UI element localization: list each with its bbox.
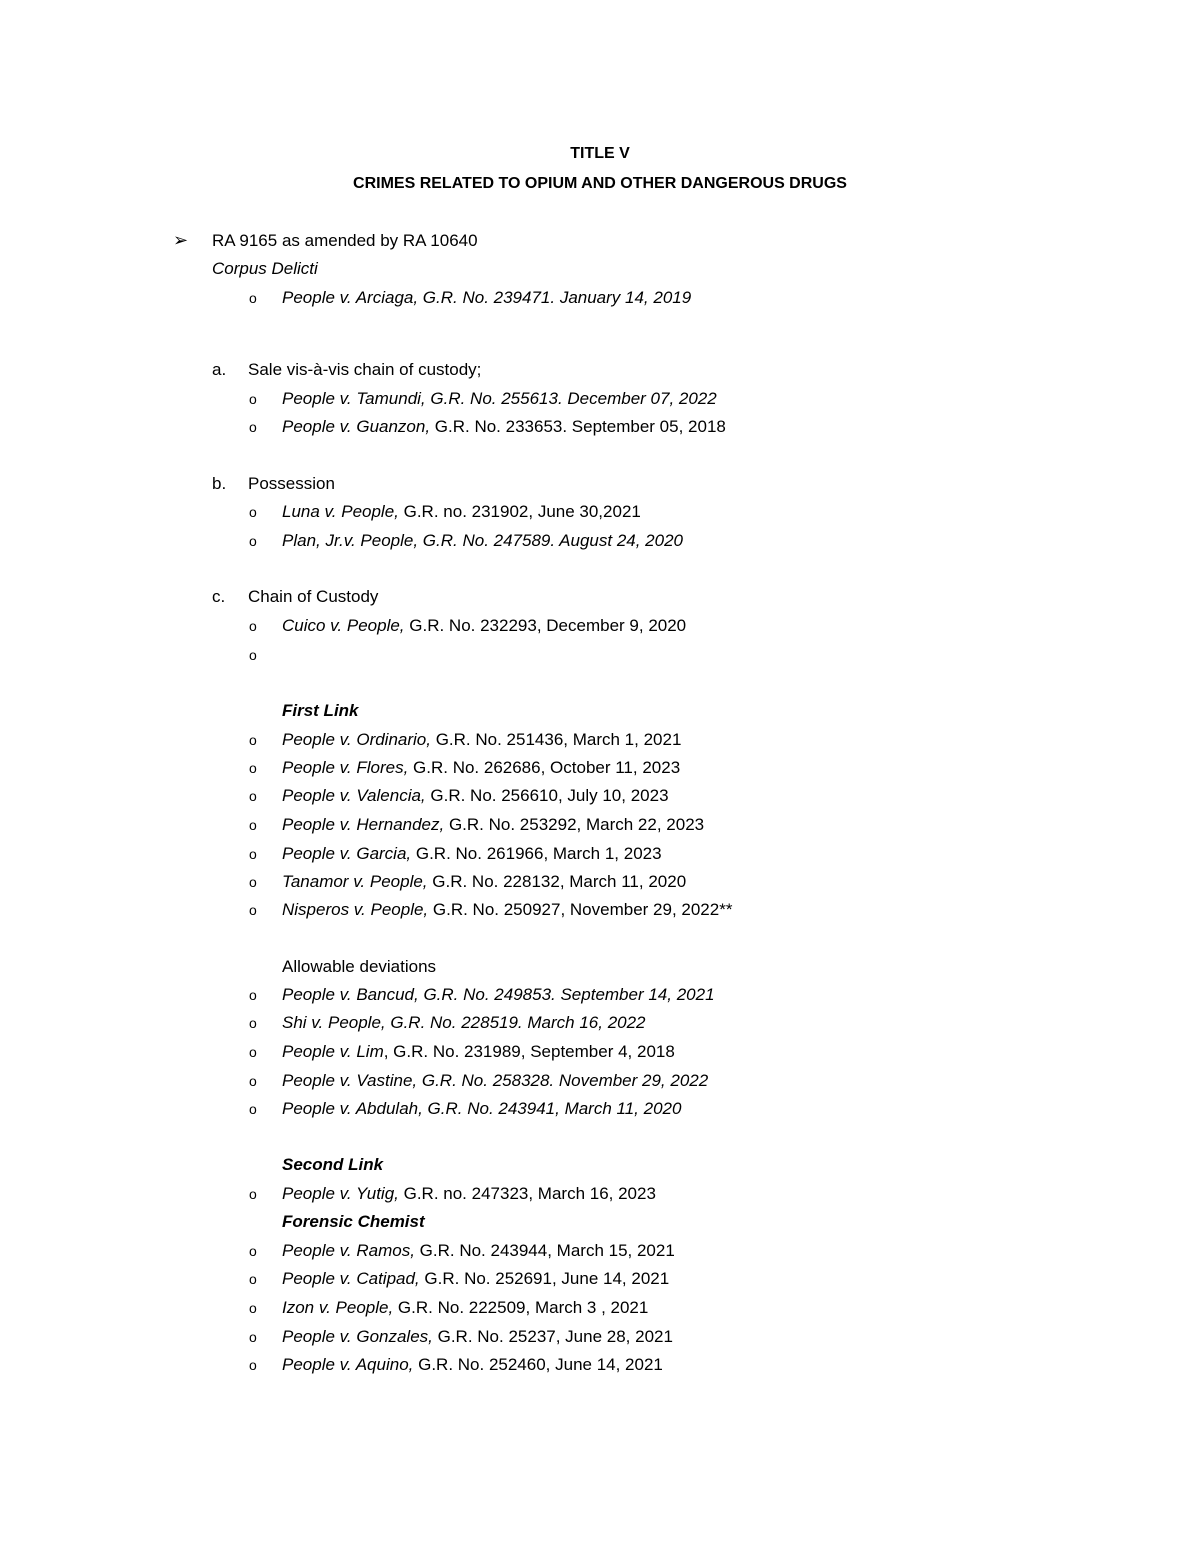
allowable-deviations-heading: Allowable deviations xyxy=(282,957,437,976)
bullet-icon: o xyxy=(249,533,257,549)
case-citation: People v. Gonzales, G.R. No. 25237, June 28, 2021 xyxy=(282,1327,673,1346)
case-citation: People v. Garcia, G.R. No. 261966, March 1, 2023 xyxy=(282,844,662,863)
case-citation: People v. Arciaga, G.R. No. 239471. January 14, 2019 xyxy=(282,288,692,307)
bullet-icon: o xyxy=(249,1357,257,1373)
bullet-icon: o xyxy=(249,1101,257,1117)
case-citation: Luna v. People, G.R. no. 231902, June 30,2021 xyxy=(282,502,641,521)
page-subtitle: CRIMES RELATED TO OPIUM AND OTHER DANGEROUS DRUGS xyxy=(353,175,847,192)
case-citation: Plan, Jr.v. People, G.R. No. 247589. August 24, 2020 xyxy=(282,531,684,550)
bullet-icon: o xyxy=(249,902,257,918)
case-citation: People v. Bancud, G.R. No. 249853. September 14, 2021 xyxy=(282,985,715,1004)
bullet-icon: o xyxy=(249,817,257,833)
bullet-icon: o xyxy=(249,618,257,634)
section-heading-chain-of-custody: Chain of Custody xyxy=(248,587,379,606)
arrow-bullet-icon: ➢ xyxy=(173,230,189,250)
case-citation: People v. Abdulah, G.R. No. 243941, March 11, 2020 xyxy=(282,1099,682,1118)
case-citation: People v. Tamundi, G.R. No. 255613. December 07, 2022 xyxy=(282,389,717,408)
case-citation: People v. Lim, G.R. No. 231989, September 4, 2018 xyxy=(282,1042,675,1061)
section-letter: b. xyxy=(212,474,227,493)
bullet-icon-empty: o xyxy=(249,647,257,663)
bullet-icon: o xyxy=(249,504,257,520)
ra-heading: RA 9165 as amended by RA 10640 xyxy=(212,231,478,250)
case-citation: People v. Hernandez, G.R. No. 253292, March 22, 2023 xyxy=(282,815,705,834)
bullet-icon: o xyxy=(249,1186,257,1202)
bullet-icon: o xyxy=(249,1271,257,1287)
case-citation: People v. Ramos, G.R. No. 243944, March 15, 2021 xyxy=(282,1241,675,1260)
bullet-icon: o xyxy=(249,874,257,890)
bullet-icon: o xyxy=(249,1044,257,1060)
bullet-icon: o xyxy=(249,760,257,776)
case-citation: People v. Guanzon, G.R. No. 233653. September 05, 2018 xyxy=(282,417,726,436)
bullet-icon: o xyxy=(249,1300,257,1316)
bullet-icon: o xyxy=(249,1329,257,1345)
corpus-delicti-heading: Corpus Delicti xyxy=(212,259,318,278)
bullet-icon: o xyxy=(249,391,257,407)
bullet-icon: o xyxy=(249,732,257,748)
second-link-heading: Second Link xyxy=(282,1155,384,1174)
section-letter: a. xyxy=(212,360,227,379)
case-citation: People v. Aquino, G.R. No. 252460, June 14, 2021 xyxy=(282,1355,663,1374)
case-citation: Izon v. People, G.R. No. 222509, March 3 , 2021 xyxy=(282,1298,649,1317)
case-citation: People v. Vastine, G.R. No. 258328. November 29, 2022 xyxy=(282,1071,709,1090)
bullet-icon: o xyxy=(249,1243,257,1259)
section-letter: c. xyxy=(212,587,226,606)
bullet-icon: o xyxy=(249,987,257,1003)
case-citation: People v. Yutig, G.R. no. 247323, March 16, 2023 xyxy=(282,1184,656,1203)
case-citation: People v. Flores, G.R. No. 262686, October 11, 2023 xyxy=(282,758,681,777)
case-citation: Cuico v. People, G.R. No. 232293, December 9, 2020 xyxy=(282,616,687,635)
bullet-icon: o xyxy=(249,788,257,804)
forensic-chemist-heading: Forensic Chemist xyxy=(282,1212,425,1231)
bullet-icon: o xyxy=(249,1015,257,1031)
bullet-icon: o xyxy=(249,290,257,306)
section-heading-sale: Sale vis-à-vis chain of custody; xyxy=(248,360,482,379)
case-citation: Nisperos v. People, G.R. No. 250927, November 29, 2022** xyxy=(282,900,733,919)
case-citation: People v. Catipad, G.R. No. 252691, June 14, 2021 xyxy=(282,1269,670,1288)
case-citation: Shi v. People, G.R. No. 228519. March 16, 2022 xyxy=(282,1013,646,1032)
bullet-icon: o xyxy=(249,846,257,862)
page-title: TITLE V xyxy=(570,145,630,162)
section-heading-possession: Possession xyxy=(248,474,335,493)
bullet-icon: o xyxy=(249,1073,257,1089)
first-link-heading: First Link xyxy=(282,701,359,720)
bullet-icon: o xyxy=(249,419,257,435)
case-citation: Tanamor v. People, G.R. No. 228132, March 11, 2020 xyxy=(282,872,687,891)
case-citation: People v. Ordinario, G.R. No. 251436, March 1, 2021 xyxy=(282,730,682,749)
case-citation: People v. Valencia, G.R. No. 256610, July 10, 2023 xyxy=(282,786,669,805)
